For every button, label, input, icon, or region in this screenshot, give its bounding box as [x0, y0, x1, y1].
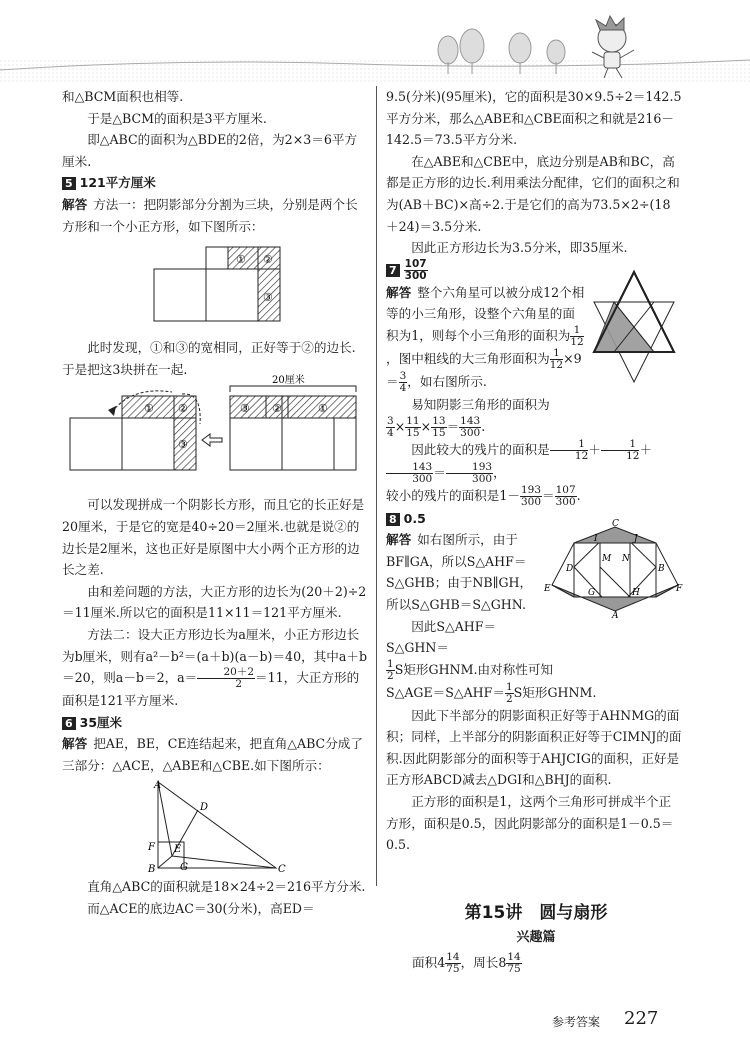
solution-label: 解答 — [386, 284, 412, 300]
paragraph: $\frac{1}{2}$ S矩形GHNM.由对称性可知 — [387, 657, 554, 682]
paragraph: 由和差问题的方法，大正方形的边长为(20＋2)÷2＝11厘米.所以它的面积是11×11＝121平方厘米. — [62, 583, 367, 621]
svg-text:F: F — [148, 842, 155, 854]
svg-text:E: E — [174, 844, 182, 856]
svg-text:G: G — [588, 588, 596, 599]
svg-text:F: F — [676, 584, 683, 595]
svg-text:E: E — [544, 584, 551, 595]
question-answer: 35厘米 — [79, 714, 123, 730]
question-answer: $\frac{107}{300}$ — [404, 257, 427, 282]
paragraph: 于是△BCM的面积是3平方厘米. — [87, 110, 267, 126]
svg-text:B: B — [658, 564, 665, 575]
paragraph: 即△ABC的面积为△BDE的2倍，为2×3＝6平方厘米. — [62, 132, 358, 169]
column-divider — [376, 86, 377, 886]
paragraph: 正方形的面积是1，这两个三角形可拼成半个正方形，面积是0.5，因此阴影部分的面积是1－0.5＝0.5. — [386, 794, 674, 853]
paragraph: 直角△ABC的面积就是18×24÷2＝216平方分米. — [87, 879, 366, 895]
label: ① — [318, 402, 328, 416]
question-answer: 0.5 — [403, 510, 426, 526]
svg-text:B: B — [148, 864, 156, 876]
label: ① — [236, 253, 246, 267]
question-answer: 121平方厘米 — [79, 175, 156, 191]
svg-text:C: C — [278, 864, 286, 876]
svg-text:G: G — [180, 862, 188, 874]
page-number: 227 — [624, 1008, 659, 1029]
question-5-header — [62, 172, 368, 194]
paragraph: 易知阴影三角形的面积为 — [411, 396, 550, 412]
paragraph: S△AGE＝S△AHF＝ $\frac{1}{2}$ S矩形GHNM. — [386, 680, 597, 705]
question-number: 7 — [386, 264, 400, 277]
svg-text:D: D — [566, 564, 574, 575]
paragraph: 因此正方形边长为3.5分米，即35厘米. — [411, 240, 628, 256]
label: ③ — [240, 402, 250, 416]
lecture-title: 第15讲 圆与扇形 — [464, 903, 608, 923]
paragraph: 解答 方法一：把阴影部分分割为三块，分别是两个长方形和一个小正方形，如下图所示： — [62, 196, 358, 234]
paragraph: 此时发现，①和③的宽相同，正好等于②的边长.于是把这3块拼在一起. — [62, 340, 356, 377]
paragraph: 而△ACE的底边AC＝30(分米)，高ED＝ — [87, 901, 315, 917]
figure-squares-split — [62, 241, 368, 333]
label: ② — [263, 253, 273, 267]
question-number: 6 — [62, 717, 76, 730]
label: ② — [272, 402, 282, 416]
fraction: $\frac{20+2}{2}$ — [197, 667, 255, 690]
paragraph: 解答 整个六角星可以被分成12个相等的小三角形，设整个六角星的面积为1，则每个小三角形的面积为 $\frac{1}{12}$ ，图中粗线的大三角形面积为 $\frac{1}{12}$ ×9＝ $\frac{3}{4}$ ，如右图所示. — [386, 284, 585, 394]
svg-text:A: A — [612, 611, 619, 622]
paragraph: 解答 如右图所示，由于BF∥GA，所以S△AHF＝S△GHB；由于NB∥GH，所以S△GHB＝S△GHN. — [386, 532, 533, 612]
solution-label: 解答 — [62, 736, 88, 752]
lecture-answer: 面积4 $\frac{14}{75}$ ，周长8 $\frac{14}{75}$ — [412, 951, 521, 975]
label: ② — [178, 402, 188, 416]
header-decoration — [0, 0, 750, 82]
figure-square-hexagon — [544, 519, 684, 622]
solution-label: 解答 — [62, 196, 88, 212]
svg-text:J: J — [634, 534, 638, 545]
svg-text:D: D — [200, 802, 209, 814]
svg-text:C: C — [612, 519, 619, 530]
figure-rearranged — [62, 375, 368, 490]
right-column — [386, 86, 682, 856]
section-subtitle: 兴趣篇 — [516, 930, 556, 945]
figure-right-triangle — [62, 780, 368, 876]
left-column — [62, 86, 368, 920]
label: ① — [144, 402, 154, 416]
paragraph: 9.5(分米)(95厘米)，它的面积是30×9.5÷2＝142.5平方分米，那么△ABE和△CBE面积之和就是216－142.5＝73.5平方分米. — [386, 89, 682, 148]
svg-text:M: M — [602, 554, 612, 565]
footer-label: 参考答案 — [552, 1015, 601, 1029]
label: ③ — [263, 291, 273, 305]
question-number: 8 — [386, 513, 400, 526]
paragraph: 方法二：设大正方形边长为a厘米，小正方形边长为b厘米，则有a²－b²＝(a＋b)(a－b)＝40，其中a＋b＝20，则a－b＝2，a＝ $\frac{20+2}{2}$ ＝11，大正方形的面积是121平方厘米. — [62, 626, 368, 709]
math-line: $\frac{3}{4}$ × $\frac{11}{15}$ × $\frac{13}{15}$ ＝ $\frac{143}{300}$ . — [387, 414, 486, 439]
question-6-header — [62, 712, 368, 734]
label: ③ — [178, 438, 188, 452]
svg-text:I: I — [594, 534, 598, 545]
paragraph: 解答 把AE，BE，CE连结起来，把直角△ABC分成了三部分：△ACE，△ABE和△CBE.如下图所示： — [62, 736, 363, 773]
paragraph: 和△BCM面积也相等. — [62, 89, 184, 104]
question-number: 5 — [62, 177, 76, 190]
svg-text:H: H — [632, 588, 640, 599]
figure-hexagram — [586, 268, 682, 386]
paragraph: 因此下半部分的阴影面积正好等于AHNMG的面积；同样，上半部分的阴影面积正好等于CIMNJ的面积.因此阴影部分的面积等于AHJCIG的面积，正好是正方形ABCD减去△DGI和△BHJ的面积. — [386, 707, 682, 788]
svg-text:N: N — [622, 554, 630, 565]
svg-text:A: A — [154, 780, 162, 792]
paragraph: 因此较大的残片的面积是 $\frac{1}{12}$ ＋ $\frac{1}{12}$ ＋ $\frac{143}{300}$ ＝ $\frac{193}{300}$ ， — [386, 439, 682, 485]
dimension-label: 20厘米 — [272, 375, 305, 387]
paragraph: 可以发现拼成一个阴影长方形，而且它的长正好是20厘米，于是它的宽是40÷20＝2厘米.也就是说②的边长是2厘米，这也正好是原图中大小两个正方形的边长之差. — [62, 497, 365, 578]
paragraph: 在△ABE和△CBE中，底边分别是AB和BC，高都是正方形的边长.利用乘法分配律，它们的面积之和为(AB＋BC)×高÷2.于是它们的高为73.5×2÷(18＋24)＝3.5分米. — [386, 153, 680, 234]
solution-label: 解答 — [386, 532, 412, 548]
paragraph: 因此S△AHF＝S△GHN＝ — [386, 618, 497, 656]
paragraph: 较小的残片的面积是1－ $\frac{193}{300}$ ＝ $\frac{107}{300}$ . — [386, 483, 581, 508]
